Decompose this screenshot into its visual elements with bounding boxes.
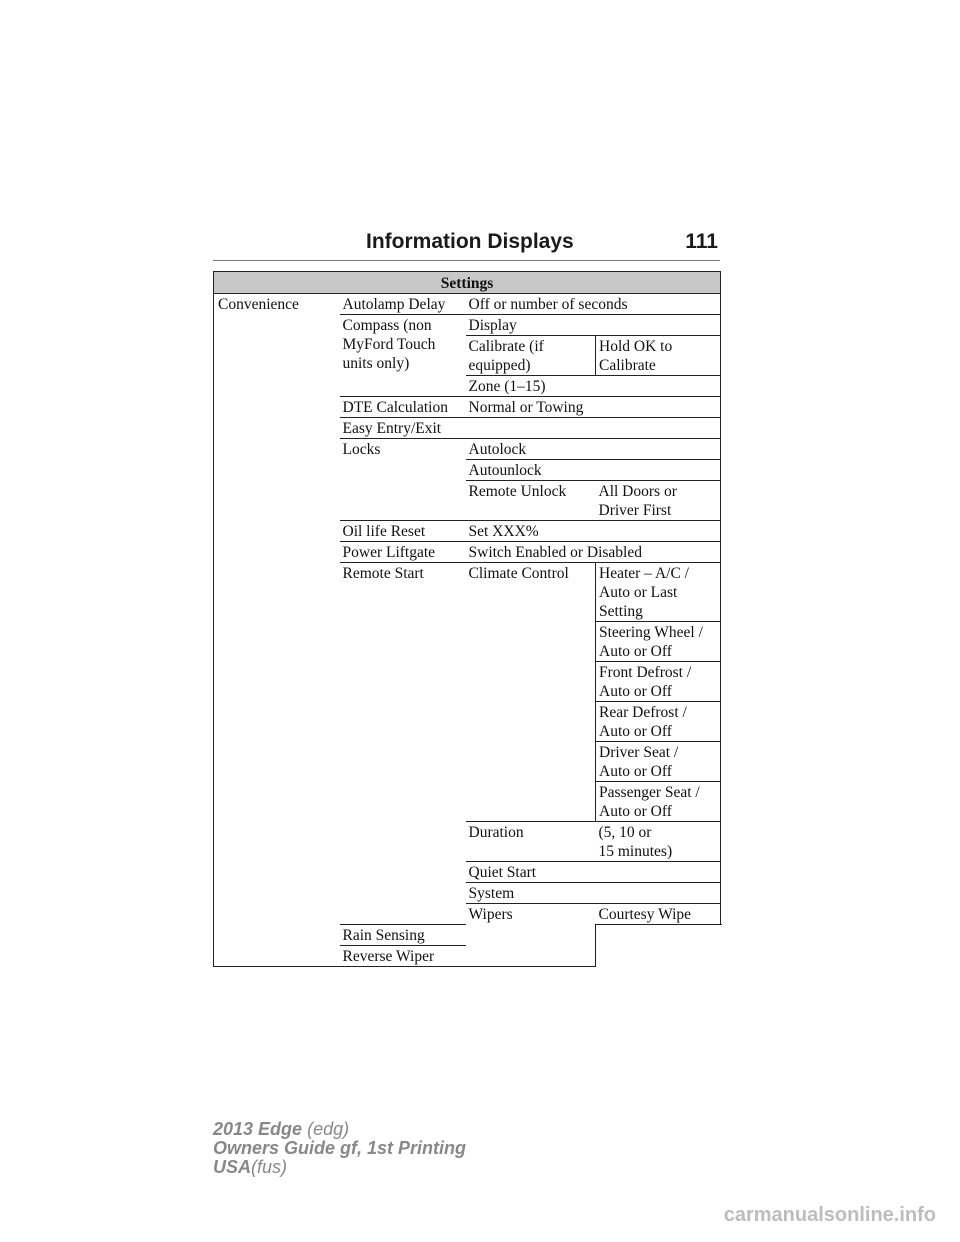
document-footer (213, 1120, 466, 1177)
value-cell: Passenger Seat / Auto or Off (596, 782, 721, 822)
table-heading: Settings (214, 272, 721, 294)
value-cell: Hold OK to Calibrate (596, 336, 721, 376)
item-cell: Remote Start (340, 563, 466, 925)
value-cell: Steering Wheel / Auto or Off (596, 622, 721, 662)
table-row (214, 294, 721, 315)
value-cell: Driver Seat / Auto or Off (596, 742, 721, 782)
item-cell: Oil life Reset (340, 521, 466, 542)
item-cell: DTE Calculation (340, 397, 466, 418)
value-cell: Display (466, 315, 721, 336)
subitem-cell: Duration (466, 822, 596, 862)
subitem-cell: Climate Control (466, 563, 596, 822)
subitem-cell: Calibrate (if equipped) (466, 336, 596, 376)
page-header (213, 228, 720, 261)
value-cell: All Doors or Driver First (596, 481, 721, 521)
subitem-cell: Quiet Start (466, 862, 721, 883)
value-cell: Normal or Towing (466, 397, 721, 418)
value-cell: Zone (1–15) (466, 376, 721, 397)
footer-line-model: 2013 Edge (edg) (213, 1119, 350, 1139)
item-cell: Easy Entry/Exit (340, 418, 721, 439)
item-cell: Power Liftgate (340, 542, 466, 563)
item-cell: Compass (non MyFord Touch units only) (340, 315, 466, 397)
settings-table (213, 271, 721, 967)
footer-line-guide: Owners Guide gf, 1st Printing (213, 1138, 467, 1158)
category-cell: Convenience (214, 294, 340, 967)
value-cell: Off or number of seconds (466, 294, 721, 315)
page-number: 111 (685, 230, 718, 253)
subitem-cell: Remote Unlock (466, 481, 596, 521)
subitem-cell: Reverse Wiper (340, 946, 596, 967)
value-cell: Autolock (466, 439, 721, 460)
value-cell: Rear Defrost / Auto or Off (596, 702, 721, 742)
section-title: Information Displays (366, 230, 574, 253)
value-cell: (5, 10 or 15 minutes) (596, 822, 721, 862)
watermark: carmanualsonline.info (723, 1204, 936, 1226)
value-cell: Heater – A/C / Auto or Last Setting (596, 563, 721, 622)
subitem-cell: Courtesy Wipe (596, 904, 721, 925)
footer-line-market: USA(fus) (213, 1157, 288, 1177)
item-cell: Autolamp Delay (340, 294, 466, 315)
value-cell: Front Defrost / Auto or Off (596, 662, 721, 702)
subitem-cell: Rain Sensing (340, 925, 596, 946)
item-cell: Locks (340, 439, 466, 521)
value-cell: Switch Enabled or Disabled (466, 542, 721, 563)
value-cell: Set XXX% (466, 521, 721, 542)
item-cell: Wipers (466, 904, 596, 967)
subitem-cell: System (466, 883, 721, 904)
value-cell: Autounlock (466, 460, 721, 481)
